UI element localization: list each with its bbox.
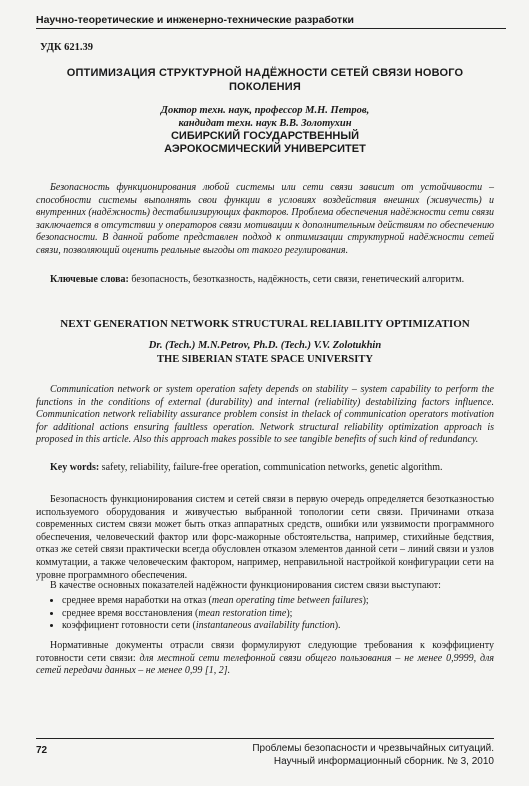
title-en: NEXT GENERATION NETWORK STRUCTURAL RELIABILITY OPTIMIZATION xyxy=(60,318,470,330)
journal-info: Проблемы безопасности и чрезвычайных ситуаций. Научный информационный сборник. № 3, 2010 xyxy=(252,743,494,767)
body-paragraph-1: Безопасность функционирования систем и сетей связи в первую очередь определяется безотказностью используемого оборудования и живучестью выбранной топологии сети связи. Причинами отказа современных систем связи может быть отказ аппаратных средств, ошибки или уязвимости программного обеспечения, человеческий фактор или форс-мажорные обстоятельства, например, стихийные бедствия, отказ же сетей связи практически всегда обусловлен отказом элементов данной сети – линий связи и узлов коммутации, а также человеческим фактором, например, неправильной настройкой конфигурации сети на уровне программного обеспечения. xyxy=(36,494,494,581)
authors-en: Dr. (Tech.) M.N.Petrov, Ph.D. (Tech.) V.V. Zolotukhin xyxy=(148,340,382,351)
affiliation-ru-line-2: АЭРОКОСМИЧЕСКИЙ УНИВЕРСИТЕТ xyxy=(164,143,366,155)
keywords-en-text: safety, reliability, failure-free operation, communication networks, genetic algorithm. xyxy=(99,462,443,473)
keywords-ru-label: Ключевые слова: xyxy=(50,274,129,285)
keywords-ru xyxy=(36,274,494,287)
running-header: Научно-теоретические и инженерно-технические разработки xyxy=(36,14,506,29)
abstract-en: Communication network or system operation safety depends on stability – system capability to perform the functions in the conditions of external (durability) and internal (reliability) destabilizing factors influence. Communication network reliability assurance problem consist in thelack of communication operators motivation for additional actions ensuring faultless operation. Network structural reliability optimization approach is proposed in this article. Also this approach makes possible to see tangible benefits of such kind of redundancy. xyxy=(36,384,494,446)
body-paragraph-3: Нормативные документы отрасли связи формулируют следующие требования к коэффициенту готовности сети связи: для местной сети телефонной связи общего пользования – не менее 0,9999, для сетей передачи данных – не менее 0,99 [1, 2]. xyxy=(36,640,495,677)
list-item: • среднее время наработки на отказ (mean operating time between failures); xyxy=(62,595,512,608)
affiliation-ru-line-1: СИБИРСКИЙ ГОСУДАРСТВЕННЫЙ xyxy=(170,130,360,142)
affiliation-ru xyxy=(40,130,490,156)
page-footer xyxy=(36,738,494,767)
abstract-ru: Безопасность функционирования любой системы или сети связи зависит от устойчивости – способности системы выполнять свои функции в условиях воздействия внешних (живучесть) и внутренних (надёжность) дестабилизирующих факторов. Проблема обеспечения надёжности сети связи заключается в отсутствии у операторов связи мотивации к дополнительным действиям по обеспечению безопасности. В данной работе представлен подход к оптимизации структурной надёжности сетей связи, позволяющий оценить реальные выгоды от такого регулирования. xyxy=(36,182,494,256)
affiliation-en: THE SIBERIAN STATE SPACE UNIVERSITY xyxy=(157,354,373,365)
title-ru: ОПТИМИЗАЦИЯ СТРУКТУРНОЙ НАДЁЖНОСТИ СЕТЕЙ СВЯЗИ НОВОГО ПОКОЛЕНИЯ xyxy=(66,67,464,93)
keywords-ru-text: безопасность, безотказность, надёжность, сети связи, генетический алгоритм. xyxy=(128,274,465,285)
authors-ru xyxy=(40,105,490,130)
indicator-list xyxy=(44,595,512,633)
author-ru-1: Доктор техн. наук, профессор М.Н. Петров, xyxy=(160,105,370,116)
list-item: • среднее время восстановления (mean restoration time); xyxy=(62,608,512,621)
keywords-en-label: Key words: xyxy=(50,462,100,473)
body-paragraph-2: В качестве основных показателей надёжности функционирования систем связи выступают: xyxy=(50,580,441,591)
list-item: • коэффициент готовности сети (instantaneous availability function). xyxy=(62,620,512,633)
udk-code: УДК 621.39 xyxy=(40,42,93,53)
page-number: 72 xyxy=(36,745,48,756)
author-ru-2: кандидат техн. наук В.В. Золотухин xyxy=(178,117,352,129)
keywords-en xyxy=(36,462,494,475)
